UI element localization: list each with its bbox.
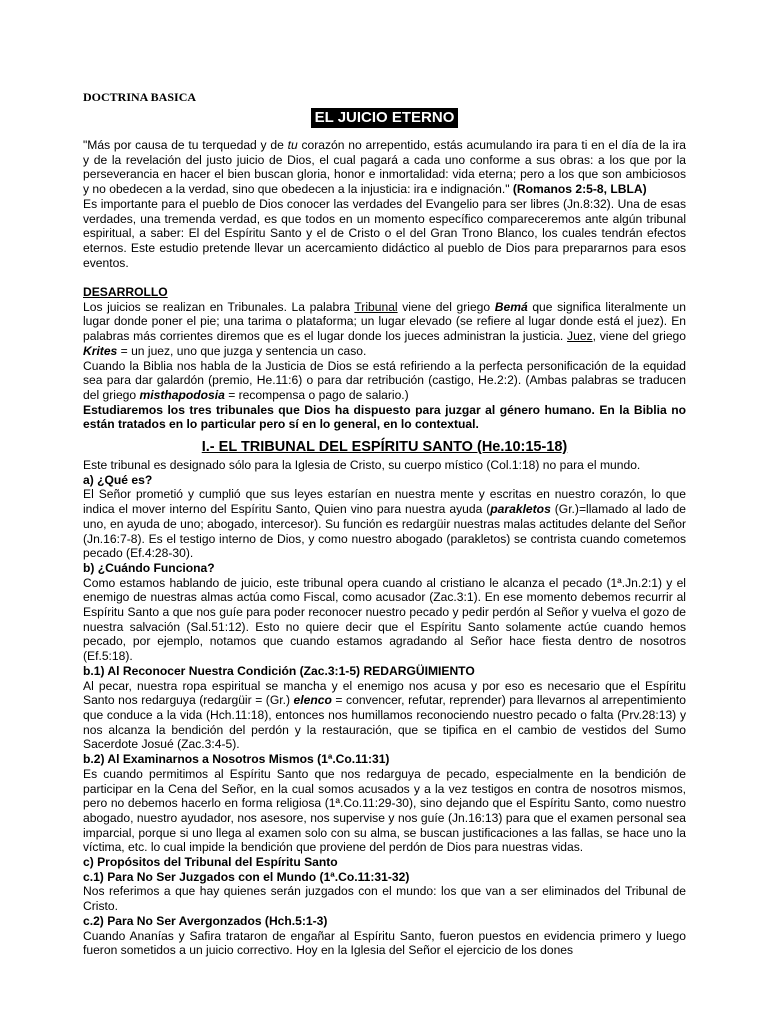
document-body — [83, 90, 686, 958]
p2-part-a: Cuando la Biblia nos habla de la Justicia de Dios se está refiriendo a la perfecta personificación de la equidad sea para dar galardón (premio, He.11:6) o para dar retribución (castigo, He.2:2). (Ambas palabras se traducen del griego — [83, 358, 686, 402]
paragraph-a — [83, 487, 686, 561]
p2-part-b: = recompensa o pago de salario.) — [224, 387, 409, 402]
subheading-b1: b.1) Al Reconocer Nuestra Condición (Zac.3:1-5) REDARGÜIMIENTO — [83, 663, 475, 678]
a-parakletos: parakletos — [490, 502, 551, 517]
a-part-a: El Señor prometió y cumplió que sus leyes estarían en nuestra mente y escritas en nuestro corazón, lo que indica el mover interno del Espíritu Santo, Quien vino para nuestra ayuda ( — [83, 487, 686, 517]
desarrollo-heading: DESARROLLO — [83, 285, 168, 300]
p1-juez: Juez — [567, 329, 593, 344]
desarrollo-paragraph-1 — [83, 300, 686, 359]
quote-tu: tu — [287, 138, 298, 152]
paragraph-b2: Es cuando permitimos al Espíritu Santo que nos redarguya de pecado, especialmente en la bendición de participar en la Cena del Señor, en la cual somos acusados y a la vez testigos en contra de nosotros mismos, pero no debemos hacerlo en forma religiosa (1ª.Co.11:29-30), sino dejando que el Espíritu Santo, como nuestro abogado, nuestro ayudador, nos asesore, nos supervise y nos guíe (Jn.16:13) para que el examen personal sea imparcial, porque si uno llega al examen solo con su alma, se buscan justificaciones a las fallas, se hace uno la víctima, etc. lo cual impide la bendición que proviene del perdón de Dios para nuestras vidas. — [83, 766, 686, 855]
p1-bema: Bemá — [494, 299, 528, 314]
paragraph-b1 — [83, 679, 686, 753]
intro-paragraph: Es importante para el pueblo de Dios conocer las verdades del Evangelio para ser libres (Jn.8:32). Una de esas verdades, una tremenda verdad, es que todos en un momento específico compareceremos ante algún tribunal espiritual, a saber: El del Espíritu Santo y el de Cristo o el del Gran Trono Blanco, los cuales tendrán efectos eternos. Este estudio pretende llevar un acercamiento didáctico al pueblo de Dios para prepararnos para esos eventos. — [83, 196, 686, 270]
subheading-c: c) Propósitos del Tribunal del Espíritu Santo — [83, 855, 338, 870]
desarrollo-paragraph-3: Estudiaremos los tres tribunales que Dios ha dispuesto para juzgar al género humano. En la Biblia no están tratados en lo particular pero sí en lo general, en lo contextual. — [83, 402, 686, 432]
intro-quote — [83, 138, 686, 197]
title-wrapper — [83, 108, 686, 128]
paragraph-b: Como estamos hablando de juicio, este tribunal opera cuando al cristiano le alcanza el pecado (1ª.Jn.2:1) y el enemigo de nuestras almas actúa como Fiscal, como acusador (Zac.3:1). En ese momento debemos recurrir al Espíritu Santo a que nos guíe para poder reconocer nuestro pecado y pedir perdón al Señor y vuelva el gozo de nuestra salvación (Sal.51:12). Esto no quiere decir que el Espíritu Santo solamente actúe cuando hemos pecado, por ejemplo, notamos que cuando estamos agradando al Señor hace fiesta dentro de nosotros (Ef.5:18). — [83, 575, 686, 664]
subheading-c2: c.2) Para No Ser Avergonzados (Hch.5:1-3) — [83, 913, 328, 928]
subheading-b: b) ¿Cuándo Funciona? — [83, 560, 215, 575]
p1-part-d: , viene del griego — [592, 329, 687, 344]
p1-part-b: viene del griego — [397, 299, 495, 314]
a-part-b: (Gr.)=llamado al lado de uno, en ayuda de uno; abogado, intercesor). Su función es redargüir nuestras malas actitudes delante del Señor (Jn.16:7-8). Es el testigo interno de Dios, y como nuestro abogado (parakletos) se contrista cuando cometemos pecado (Ef.4:28-30). — [83, 502, 686, 561]
quote-part-b: corazón no arrepentido, estás acumulando ira para ti en el día de la ira y de la revelación del justo juicio de Dios, el cual pagará a cada uno conforme a sus obras: a los que por la perseverancia en hacer el bien buscan gloria, honor e inmortalidad: vida eterna; pero a los que son ambiciosos y no obedecen a la verdad, sino que obedecen a la injusticia: ira e indignación." — [83, 138, 687, 197]
subheading-c1: c.1) Para No Ser Juzgados con el Mundo (1ª.Co.11:31-32) — [83, 869, 410, 884]
spacer — [83, 270, 686, 285]
paragraph-c1: Nos referimos a que hay quienes serán juzgados con el mundo: los que van a ser eliminados del Tribunal de Cristo. — [83, 884, 686, 914]
subheading-a: a) ¿Qué es? — [83, 472, 153, 487]
p1-part-a: Los juicios se realizan en Tribunales. La palabra — [83, 299, 355, 314]
desarrollo-paragraph-2 — [83, 359, 686, 403]
document-title: EL JUICIO ETERNO — [311, 108, 459, 128]
section-1-intro: Este tribunal es designado sólo para la Iglesia de Cristo, su cuerpo místico (Col.1:18) no para el mundo. — [83, 458, 641, 473]
p1-krites: Krites — [83, 343, 118, 358]
subheading-b2: b.2) Al Examinarnos a Nosotros Mismos (1ª.Co.11:31) — [83, 752, 390, 767]
quote-part-a: "Más por causa de tu terquedad y de — [83, 138, 288, 152]
b1-part-a: Al pecar, nuestra ropa espiritual se mancha y el enemigo nos acusa y por eso es necesario que el Espíritu Santo nos redarguya (redargüir = (Gr.) — [83, 678, 686, 708]
p1-part-c: que significa literalmente un lugar donde poner el pie; una tarima o plataforma; un lugar elevado (se refiere al lugar donde está el juez). En palabras más corrientes diremos que es el lugar donde los jueces administran la justicia. — [83, 299, 687, 344]
section-1-title: I.- EL TRIBUNAL DEL ESPÍRITU SANTO (He.10:15-18) — [201, 439, 568, 456]
p1-tribunal: Tribunal — [354, 299, 398, 314]
p1-part-e: = un juez, uno que juzga y sentencia un caso. — [117, 343, 367, 358]
paragraph-c2: Cuando Ananías y Safira trataron de engañar al Espíritu Santo, fueron puestos en evidencia primero y luego fueron sometidos a un juicio correctivo. Hoy en la Iglesia del Señor el ejercicio de los dones — [83, 928, 686, 958]
b1-part-b: = convencer, refutar, reprender) para llevarnos al arrepentimiento que conduce a la vida (Hch.11:18), entonces nos humillamos reconociendo nuestro pecado o falta (Prv.28:13) y nos alcanza la bendición del perdón y la restauración, que se tipifica en el cambio de vestidos del Sumo Sacerdote Josué (Zac.3:4-5). — [83, 693, 687, 752]
document-label: DOCTRINA BASICA — [83, 90, 197, 104]
b1-elenco: elenco — [293, 693, 332, 708]
p2-misthapodosia: misthapodosia — [139, 387, 225, 402]
quote-reference: (Romanos 2:5-8, LBLA) — [512, 182, 647, 197]
